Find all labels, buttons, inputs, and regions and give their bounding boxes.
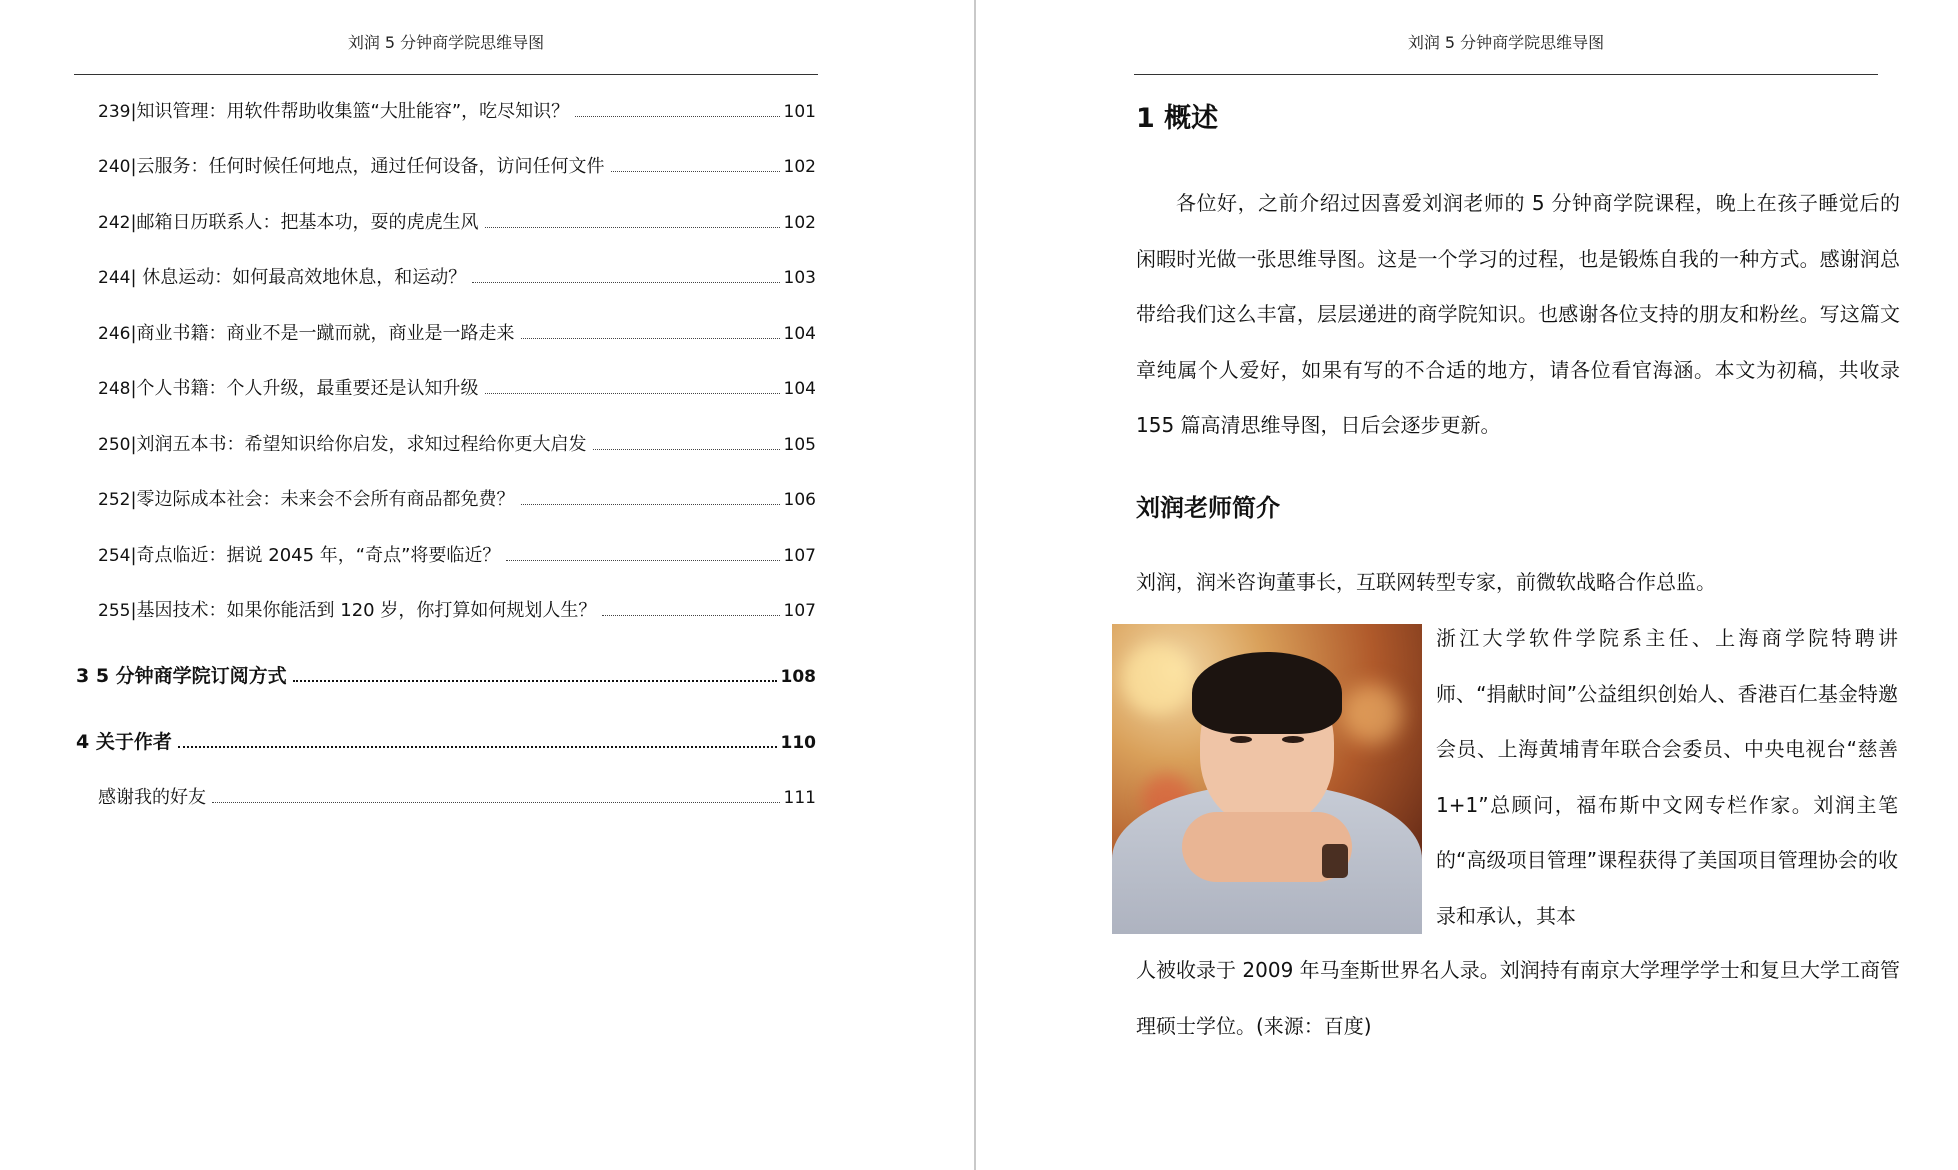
left-page: [0, 0, 974, 1170]
toc-entry-title: |基因技术：如果你能活到 120 岁，你打算如何规划人生？: [130, 600, 597, 621]
subsection-heading: 刘润老师简介: [1136, 494, 1280, 522]
toc-entry[interactable]: [98, 541, 816, 567]
running-header: 刘润 5 分钟商学院思维导图: [347, 33, 545, 52]
toc-leader-dots: [178, 746, 777, 748]
toc-chapter-entry[interactable]: [76, 727, 816, 754]
toc-page-number: 107: [783, 601, 816, 621]
toc-page-number: 111: [783, 788, 816, 808]
toc-page-number: 107: [783, 546, 816, 566]
toc-entry-title: |知识管理：用软件帮助收集篮“大肚能容”，吃尽知识？: [130, 101, 570, 122]
toc-entry-title: |云服务：任何时候任何地点，通过任何设备，访问任何文件: [130, 156, 605, 177]
toc-entry-number: 250: [98, 435, 131, 455]
toc-page-number: 102: [783, 157, 816, 177]
toc-entry-title: |零边际成本社会：未来会不会所有商品都免费？: [130, 489, 515, 510]
toc-chapter-entry[interactable]: [76, 661, 816, 688]
intro-paragraph: 各位好，之前介绍过因喜爱刘润老师的 5 分钟商学院课程，晚上在孩子睡觉后的闲暇时光做一张思维导图。这是一个学习的过程，也是锻炼自我的一种方式。感谢润总带给我们这么丰富，层层递进的商学院知识。也感谢各位支持的朋友和粉丝。写这篇文章纯属个人爱好，如果有写的不合适的地方，请各位看官海涵。本文为初稿，共收录 155 篇高清思维导图，日后会逐步更新。: [1136, 191, 1900, 437]
toc-page-number: 104: [783, 379, 816, 399]
toc-entry-number: 248: [98, 379, 131, 399]
header-rule: [1134, 74, 1878, 75]
toc-leader-dots: [506, 560, 779, 561]
toc-leader-dots: [611, 171, 780, 172]
toc-entry-title: |个人书籍：个人升级，最重要还是认知升级: [130, 378, 479, 399]
toc-leader-dots: [472, 282, 779, 283]
running-header: 刘润 5 分钟商学院思维导图: [1407, 33, 1605, 52]
toc-entry-number: 246: [98, 324, 131, 344]
toc-entry-title: |刘润五本书：希望知识给你启发，求知过程给你更大启发: [130, 434, 587, 455]
toc-entry-title: 感谢我的好友: [98, 787, 206, 808]
toc-entry-number: 240: [98, 157, 131, 177]
toc-leader-dots: [575, 116, 779, 117]
toc-page-number: 106: [783, 490, 816, 510]
toc-entry-title: 4 关于作者: [76, 731, 172, 753]
toc-entry-title: |奇点临近：据说 2045 年，“奇点”将要临近？: [130, 545, 501, 566]
toc-entry[interactable]: [98, 152, 816, 178]
author-photo: [1112, 624, 1422, 934]
toc-entry[interactable]: [98, 485, 816, 511]
toc-leader-dots: [293, 680, 777, 682]
toc-entry-number: 254: [98, 546, 131, 566]
section-heading: 1 概述: [1136, 103, 1219, 134]
bio-paragraph-wrapped: 浙江大学软件学院系主任、上海商学院特聘讲师、“捐献时间”公益组织创始人、香港百仁基金特邀会员、上海黄埔青年联合会委员、中央电视台“慈善 1+1”总顾问，福布斯中文网专栏作家。刘润主笔的“高级项目管理”课程获得了美国项目管理协会的收录和承认，其本: [1436, 626, 1898, 928]
toc-page-number: 102: [783, 213, 816, 233]
toc-entry[interactable]: [98, 208, 816, 234]
toc-entry-number: 242: [98, 213, 131, 233]
toc-leader-dots: [485, 393, 780, 394]
toc-leader-dots: [602, 615, 779, 616]
toc-leader-dots: [485, 227, 780, 228]
toc-page-number: 103: [783, 268, 816, 288]
toc-entry-number: 244: [98, 268, 131, 288]
toc-entry-title: | 休息运动：如何最高效地休息，和运动？: [130, 267, 467, 288]
header-rule: [74, 74, 818, 75]
toc-entry-title: 3 5 分钟商学院订阅方式: [76, 665, 287, 687]
toc-entry[interactable]: [98, 97, 816, 123]
toc-entry-number: 239: [98, 102, 131, 122]
bio-paragraph-continued: 人被收录于 2009 年马奎斯世界名人录。刘润持有南京大学理学学士和复旦大学工商管理硕士学位。(来源：百度): [1136, 958, 1900, 1038]
toc-entry[interactable]: [98, 596, 816, 622]
toc-entry[interactable]: [98, 374, 816, 400]
toc-leader-dots: [212, 802, 780, 803]
toc-leader-dots: [593, 449, 780, 450]
toc-entry-title: |商业书籍：商业不是一蹴而就，商业是一路走来: [130, 323, 515, 344]
toc-page-number: 104: [783, 324, 816, 344]
toc-entry[interactable]: [98, 783, 816, 809]
toc-page-number: 108: [780, 667, 816, 687]
toc-entry[interactable]: [98, 263, 816, 289]
toc-entry[interactable]: [98, 430, 816, 456]
toc-page-number: 110: [780, 733, 816, 753]
toc-entry-title: |邮箱日历联系人：把基本功，耍的虎虎生风: [130, 212, 479, 233]
toc-leader-dots: [521, 338, 780, 339]
toc-entry[interactable]: [98, 319, 816, 345]
toc-entry-number: 255: [98, 601, 131, 621]
toc-page-number: 105: [783, 435, 816, 455]
bio-intro-line: 刘润，润米咨询董事长，互联网转型专家，前微软战略合作总监。: [1136, 570, 1716, 594]
toc-leader-dots: [521, 504, 780, 505]
toc-entry-number: 252: [98, 490, 131, 510]
toc-page-number: 101: [783, 102, 816, 122]
